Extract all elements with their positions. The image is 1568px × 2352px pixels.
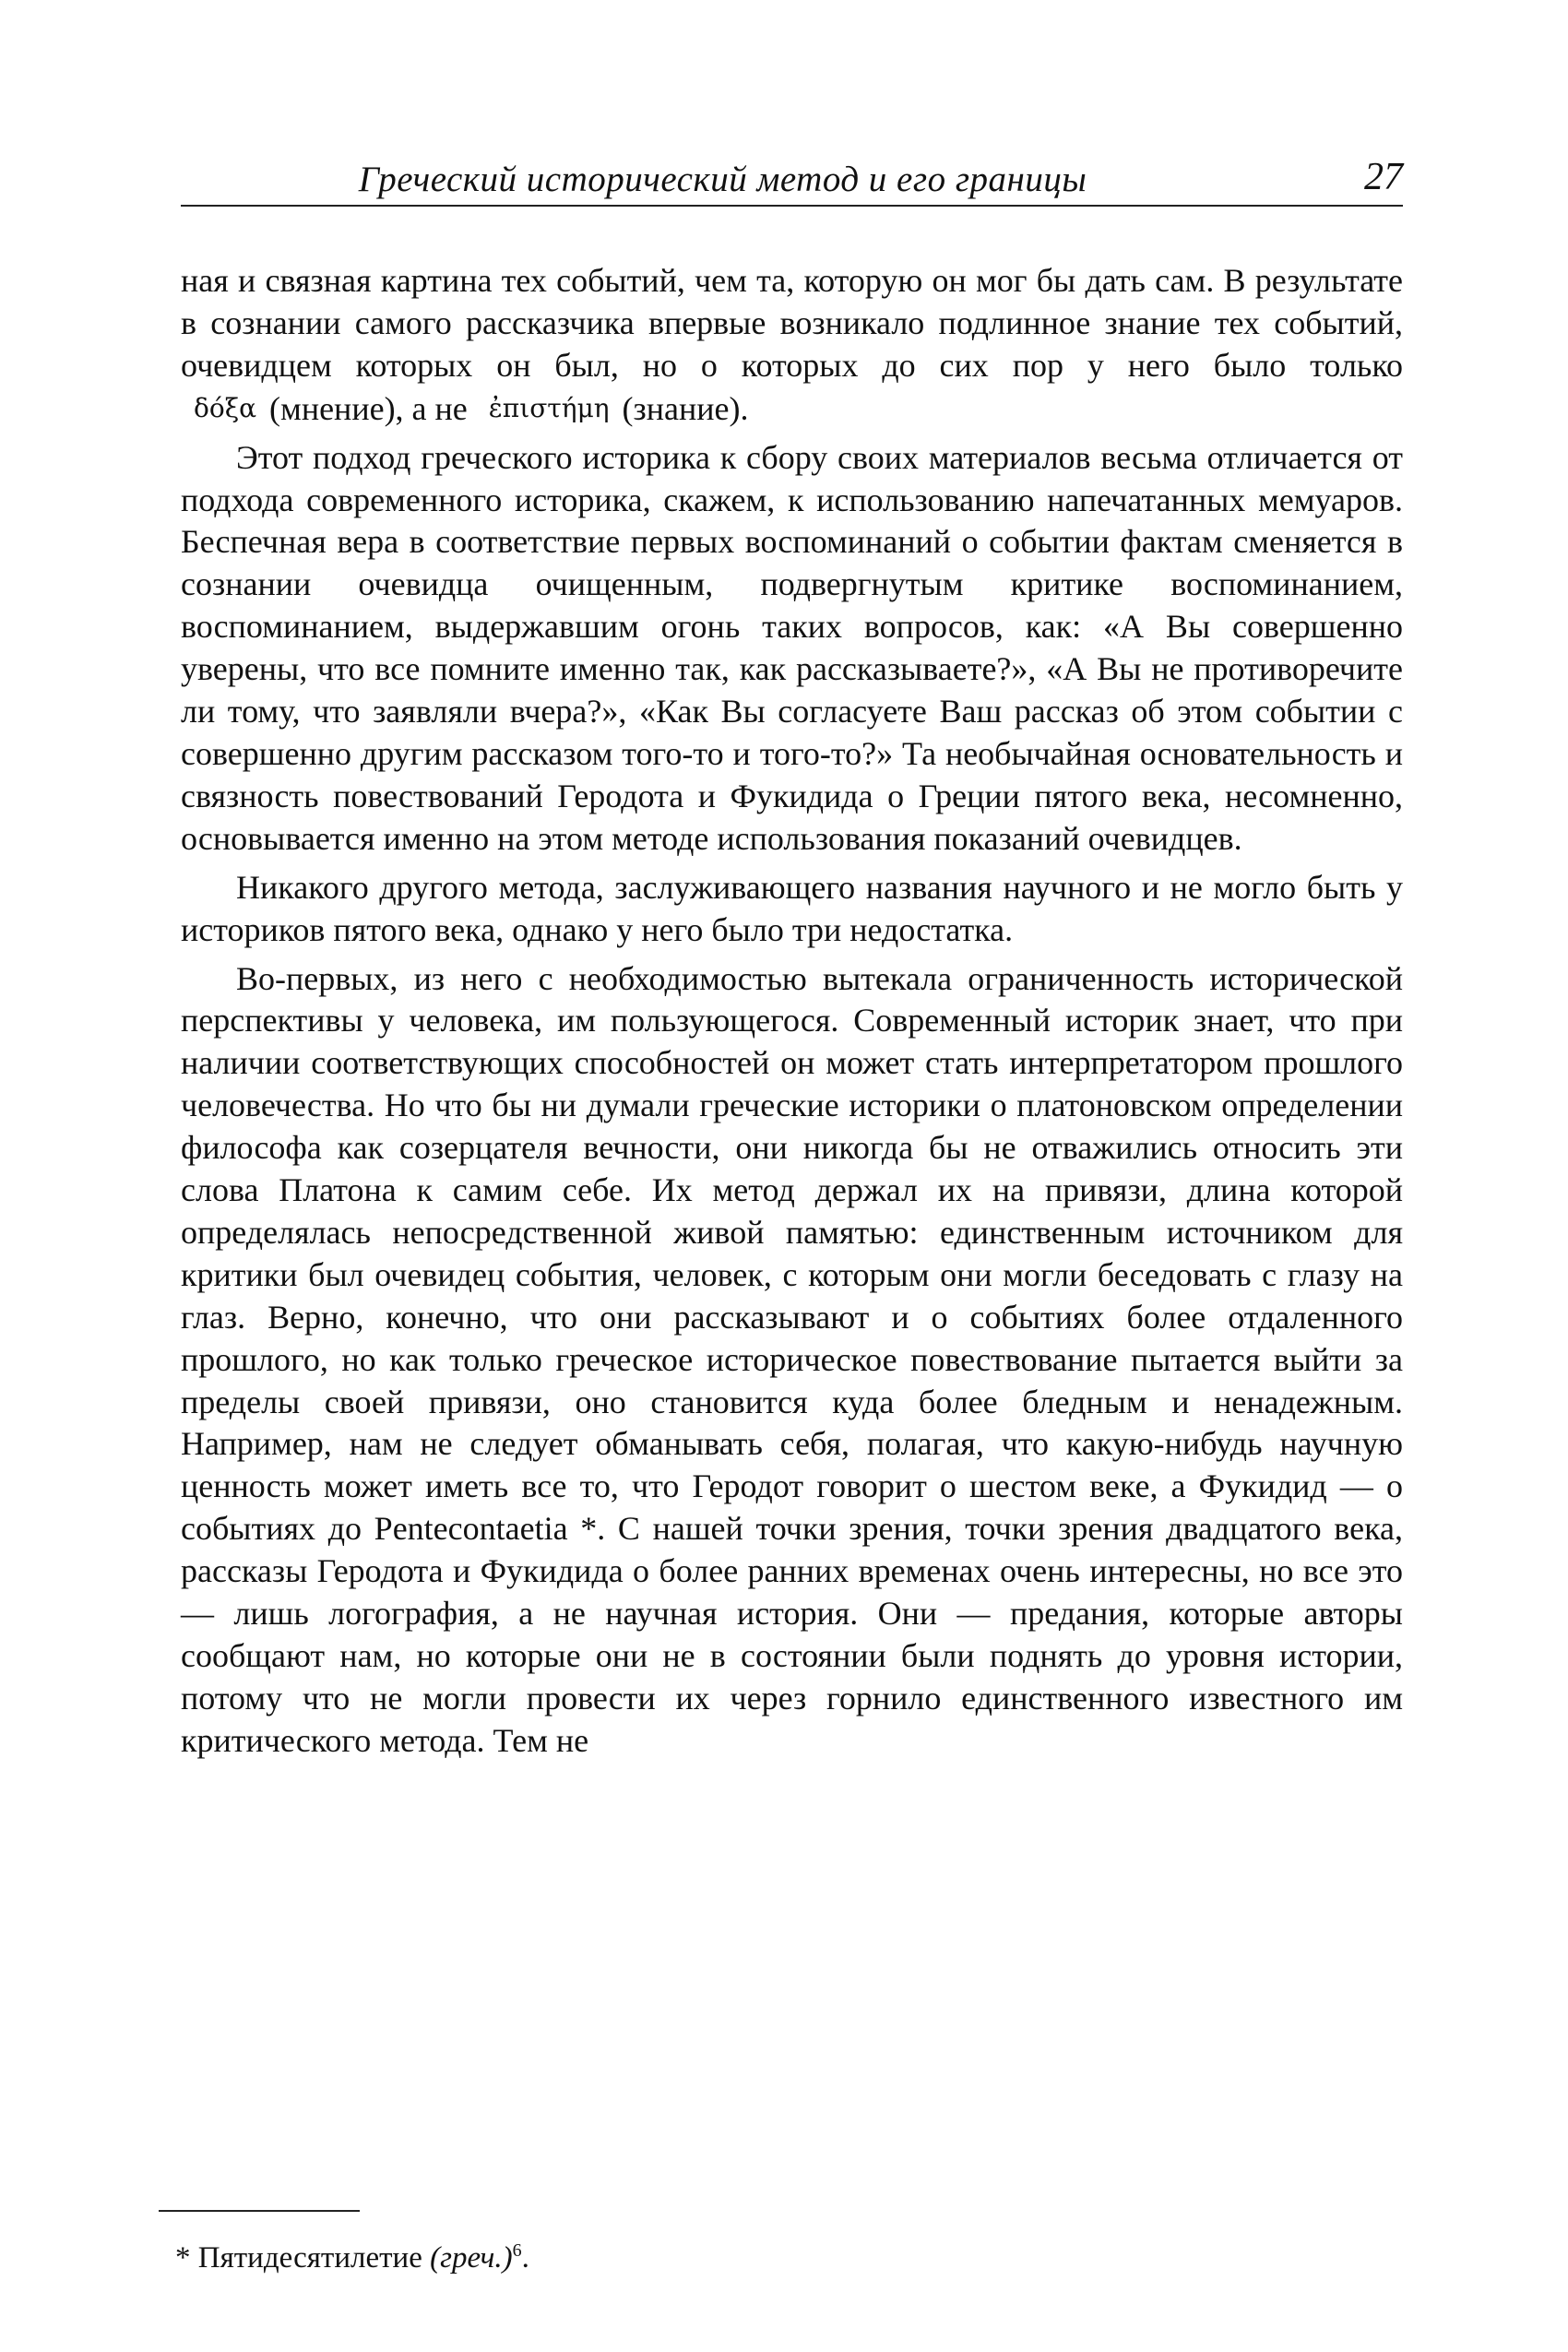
footnote-text: Пятидесятилетие [197, 2241, 422, 2275]
paragraph-1-middle: (мнение), а не [269, 389, 468, 427]
body-text [181, 260, 1403, 1769]
running-title: Греческий исторический метод и его границы [358, 160, 1087, 199]
page-number: 27 [1364, 156, 1403, 198]
footnote-gloss: (греч.) [430, 2241, 513, 2275]
paragraph-1 [181, 260, 1403, 431]
greek-word-episteme: ἐπιστήμη [488, 392, 610, 423]
paragraph-2: Этот подход греческого историка к сбору своих материалов весьма отличается от подхода современного историка, скажем, к использованию напечатанных мемуаров. Беспечная вера в соответствие первых воспоминаний о событии фактам сменяется в сознании очевидца очищенным, подвергнутым критике воспоминанием, воспоминанием, выдержавшим огонь таких вопросов, как: «А Вы совершенно уверены, что все помните именно так, как рассказываете?», «А Вы не противоречите ли тому, что заявляли вчера?», «Как Вы согласуете Ваш рассказ об этом событии с совершенно другим рассказом того-то и того-то?» Та необычайная основательность и связность повествований Геродота и Фукидида о Греции пятого века, несомненно, основывается именно на этом методе использования показаний очевидцев. [181, 438, 1403, 857]
paragraph-3: Никакого другого метода, заслуживающего названия научного и не могло быть у историков пятого века, однако у него было три недостатка. [181, 868, 1403, 948]
footnote-rule [159, 2210, 360, 2212]
paragraph-1-end: (знание). [622, 389, 749, 427]
paragraph-4: Во-первых, из него с необходимостью вытекала ограниченность исторической перспективы у человека, им пользующегося. Современный историк знает, что при наличии соответствующих способностей он может стать интерпретатором прошлого человечества. Но что бы ни думали греческие историки о платоновском определении философа как созерцателя вечности, они никогда бы не отважились относить эти слова Платона к самим себе. Их метод держал их на привязи, длина которой определялась непосредственной живой памятью: единственным источником для критики был очевидец события, человек, с которым они могли беседовать с глазу на глаз. Верно, конечно, что они рассказывают и о событиях более отдаленного прошлого, но как только греческое историческое повествование пытается выйти за пределы своей привязи, оно становится куда более бледным и ненадежным. Например, нам не следует обманывать себя, полагая, что какую-нибудь научную ценность может иметь все то, что Геродот говорит о шестом веке, а Фукидид — о событиях до Pentecontaetia *. С нашей точки зрения, точки зрения двадцатого века, рассказы Геродота и Фукидида о более ранних временах очень интересны, но все это — лишь логография, а не научная история. Они — предания, которые авторы сообщают нам, но которые они не в состоянии были поднять до уровня истории, потому что не могли провести их через горнило единственного известного им критического метода. Тем не [181, 959, 1403, 1759]
paragraph-1-text: ная и связная картина тех событий, чем та, которую он мог бы дать сам. В результате в сознании самого рассказчика впервые возникало подлинное знание тех событий, очевидцем которых он был, но о которых до сих пор у него было только [181, 262, 1403, 384]
footnote-marker: * [175, 2241, 191, 2275]
footnote-reference: 6 [512, 2240, 522, 2261]
footnote [175, 2232, 529, 2276]
greek-word-doxa: δόξα [194, 392, 257, 423]
footnote-end: . [521, 2241, 529, 2275]
running-head [181, 148, 1403, 207]
